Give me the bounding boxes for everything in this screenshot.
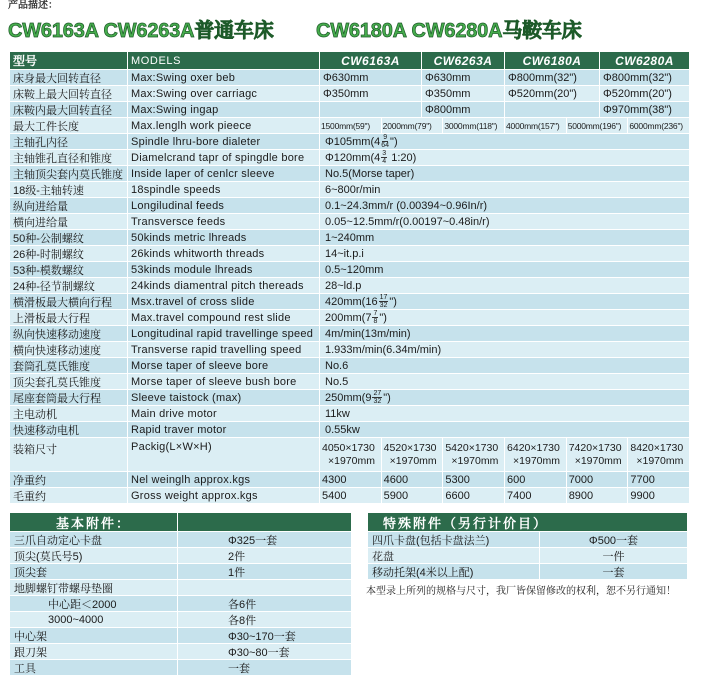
title-gap-bed-lathe: CW6180A CW6280A马鞍车床: [316, 20, 582, 42]
spec-label-cn: 18级-主轴转速: [10, 182, 128, 198]
spec-values: [320, 182, 690, 198]
model-name: CW6280A: [600, 52, 690, 70]
spec-label-cn: 53种-模数螺纹: [10, 262, 128, 278]
spec-label-en: Inside laper of cenlcr sleeve: [128, 166, 320, 182]
spec-value: [320, 134, 690, 150]
special-accessories-title: 特殊附件（另行计价目）: [368, 513, 688, 532]
spec-value: 6~800r/min: [320, 182, 690, 198]
fraction: [381, 134, 389, 149]
spec-value: 1~240mm: [320, 230, 690, 246]
spec-value: 1.933m/min(6.34m/min): [320, 342, 690, 358]
spec-row: [10, 118, 690, 134]
fraction-denominator: 32: [373, 398, 382, 405]
packing-size-line: 8420×1730: [630, 441, 684, 454]
spec-label-en: 18spindle speeds: [128, 182, 320, 198]
spec-value: [320, 390, 690, 406]
spec-label-cn: 床鞍内最大回转直径: [10, 102, 128, 118]
value-suffix: "): [379, 311, 387, 324]
spec-label-cn: 纵向快速移动速度: [10, 326, 128, 342]
fraction-denominator: 4: [382, 158, 387, 165]
variant-value: 4600: [382, 472, 444, 488]
spec-value: No.5: [320, 374, 690, 390]
disclaimer-note: 本型录上所列的规格与尺寸，我厂皆保留修改的权利，恕不另行通知！: [366, 586, 676, 597]
spec-value: 0.05~12.5mm/r(0.00197~0.48in/r): [320, 214, 690, 230]
spec-row: [10, 182, 690, 198]
packing-size-line: 6420×1730: [507, 441, 560, 454]
spec-label-cn: 快速移动电机: [10, 422, 128, 438]
basic-accessories-header: [10, 513, 352, 532]
fraction: [381, 150, 387, 165]
spec-values: [320, 422, 690, 438]
spec-label-cn: 最大工件长度: [10, 118, 128, 134]
spec-row: [10, 406, 690, 422]
packing-size-value: [628, 438, 690, 472]
spec-values: [320, 214, 690, 230]
accessory-sub-name: 3000~4000: [10, 612, 178, 628]
work-length-value: 1500mm(59"): [320, 118, 382, 134]
spec-values: [320, 326, 690, 342]
packing-size-line: 4050×1730: [322, 441, 375, 454]
variant-value: 600: [505, 472, 567, 488]
fraction-denominator: 8: [373, 318, 378, 325]
packing-size-line: 4520×1730: [383, 441, 437, 454]
spec-values: [320, 86, 690, 102]
model-header-cn: 型号: [10, 52, 128, 70]
model-value: Φ520mm(20"): [505, 86, 600, 102]
model-name: CW6263A: [422, 52, 505, 70]
accessory-row: [10, 564, 352, 580]
packing-size-line: 7420×1730: [568, 441, 622, 454]
fraction: [372, 390, 382, 405]
spec-row: [10, 214, 690, 230]
spec-label-en: Max:Swing over carriagc: [128, 86, 320, 102]
spec-header-row: [10, 52, 690, 70]
spec-label-cn: 横滑板最大横向行程: [10, 294, 128, 310]
spec-row: [10, 472, 690, 488]
spec-label-cn: 横向进给量: [10, 214, 128, 230]
spec-values: [320, 246, 690, 262]
fraction-numerator: 7: [373, 310, 378, 317]
spec-row: [10, 70, 690, 86]
variant-value: 6600: [443, 488, 505, 504]
spec-row: [10, 488, 690, 504]
special-accessories-body: [368, 532, 688, 580]
packing-size-line: 5420×1730: [445, 441, 499, 454]
spec-row: [10, 310, 690, 326]
special-accessories-header: [368, 513, 688, 532]
spec-label-en: Main drive motor: [128, 406, 320, 422]
spec-label-cn: 纵向进给量: [10, 198, 128, 214]
accessory-quantity: 2件: [178, 548, 352, 564]
packing-size-value: [567, 438, 629, 472]
accessory-quantity: 一件: [540, 548, 688, 564]
spec-values: [320, 118, 690, 134]
title-standard-lathe: CW6163A CW6263A普通车床: [8, 20, 274, 42]
model-name: CW6180A: [505, 52, 600, 70]
fraction-numerator: 17: [379, 294, 388, 301]
spec-table: [10, 52, 690, 504]
spec-row: [10, 278, 690, 294]
spec-label-cn: 主轴锥孔直径和锥度: [10, 150, 128, 166]
accessory-row: [10, 628, 352, 644]
model-value: [505, 102, 600, 118]
model-value: Φ350mm: [422, 86, 505, 102]
spec-label-cn: 床鞍上最大回转直径: [10, 86, 128, 102]
spec-row: [10, 358, 690, 374]
accessory-sub-name: 中心距＜2000: [10, 596, 178, 612]
fraction-numerator: 27: [373, 390, 382, 397]
spec-values: [320, 230, 690, 246]
spec-values: [320, 278, 690, 294]
work-length-value: 5000mm(196"): [567, 118, 629, 134]
spec-label-en: Spindle lhru-bore dialeter: [128, 134, 320, 150]
spec-value: 14~it.p.i: [320, 246, 690, 262]
variant-value: 7400: [505, 488, 567, 504]
packing-size-value: [443, 438, 505, 472]
spec-values: [320, 374, 690, 390]
spec-label-en: Sleeve taistock (max): [128, 390, 320, 406]
spec-values: [320, 342, 690, 358]
spec-label-en: Max:Swing ingap: [128, 102, 320, 118]
packing-size-value: [320, 438, 382, 472]
variant-value: 8900: [567, 488, 629, 504]
model-value: Φ630mm: [320, 70, 422, 86]
spec-row: [10, 294, 690, 310]
packing-size-line: ×1970mm: [513, 454, 560, 467]
spec-values: [320, 488, 690, 504]
variant-value: 5900: [382, 488, 444, 504]
spec-label-en: Transversce feeds: [128, 214, 320, 230]
spec-values: [320, 438, 690, 472]
spec-value: [320, 150, 690, 166]
spec-label-en: Morse taper of sleeve bush bore: [128, 374, 320, 390]
spec-row: [10, 166, 690, 182]
basic-accessories-title: 基本附件：: [10, 513, 178, 532]
spec-values: [320, 70, 690, 86]
accessory-quantity: 1件: [178, 564, 352, 580]
model-header-columns: [320, 52, 690, 70]
spec-row: [10, 422, 690, 438]
spec-value: 0.5~120mm: [320, 262, 690, 278]
accessory-row: [10, 644, 352, 660]
accessory-quantity: 各6件: [178, 596, 352, 612]
accessory-quantity: 一套: [178, 660, 352, 676]
accessory-name: 移动托架(4米以上配): [368, 564, 540, 580]
work-length-value: 4000mm(157"): [505, 118, 567, 134]
accessory-row: [10, 660, 352, 676]
spec-row: [10, 390, 690, 406]
accessory-name: 顶尖(莫氏号5): [10, 548, 178, 564]
model-value: [320, 102, 422, 118]
spec-label-en: Msx.travel of cross slide: [128, 294, 320, 310]
spec-values: [320, 310, 690, 326]
spec-row: [10, 86, 690, 102]
spec-value: [320, 294, 690, 310]
spec-values: [320, 390, 690, 406]
accessory-name: 三爪自动定心卡盘: [10, 532, 178, 548]
accessory-row: [10, 580, 352, 596]
model-value: Φ800mm(32"): [600, 70, 690, 86]
spec-row: [10, 198, 690, 214]
spec-label-en: Morse taper of sleeve bore: [128, 358, 320, 374]
work-length-value: 2000mm(79"): [382, 118, 444, 134]
spec-label-en: Longiludinal feeds: [128, 198, 320, 214]
accessory-name: 四爪卡盘(包括卡盘法兰): [368, 532, 540, 548]
value-suffix: 1:20): [388, 151, 417, 164]
spec-values: [320, 294, 690, 310]
value-prefix: 420mm(16: [325, 295, 378, 308]
spec-row: [10, 438, 690, 472]
spec-values: [320, 472, 690, 488]
packing-size-value: [505, 438, 567, 472]
spec-label-cn: 尾座套筒最大行程: [10, 390, 128, 406]
value-prefix: 200mm(7: [325, 311, 372, 324]
accessory-row: [368, 532, 688, 548]
accessory-subrow: [10, 596, 352, 612]
accessory-quantity: Φ30~170一套: [178, 628, 352, 644]
value-suffix: "): [389, 295, 397, 308]
spec-value: 0.1~24.3mm/r (0.00394~0.96In/r): [320, 198, 690, 214]
page-label: 产品描述：: [8, 0, 58, 11]
variant-value: 7700: [628, 472, 690, 488]
value-prefix: 250mm(9: [325, 391, 372, 404]
spec-values: [320, 102, 690, 118]
accessory-name: 花盘: [368, 548, 540, 564]
fraction-numerator: 9: [383, 134, 388, 141]
spec-row: [10, 134, 690, 150]
spec-value: No.6: [320, 358, 690, 374]
spec-row: [10, 262, 690, 278]
accessory-row: [10, 548, 352, 564]
spec-values: [320, 150, 690, 166]
model-value: Φ970mm(38"): [600, 102, 690, 118]
spec-label-en: Nel weinglh approx.kgs: [128, 472, 320, 488]
spec-label-en: 24kinds diamentral pitch thereads: [128, 278, 320, 294]
packing-size-value: [382, 438, 444, 472]
spec-values: [320, 198, 690, 214]
work-length-value: 6000mm(236"): [628, 118, 690, 134]
spec-label-en: Diamelcrand tapr of spingdle bore: [128, 150, 320, 166]
fraction-numerator: 3: [382, 150, 387, 157]
accessory-quantity: Φ500一套: [540, 532, 688, 548]
spec-label-en: Max:Swing oxer beb: [128, 70, 320, 86]
variant-value: 5400: [320, 488, 382, 504]
spec-label-cn: 套筒孔莫氏锥度: [10, 358, 128, 374]
fraction: [379, 294, 389, 309]
accessory-name: 中心架: [10, 628, 178, 644]
spec-label-en: Longitudinal rapid travellinge speed: [128, 326, 320, 342]
spec-row: [10, 102, 690, 118]
model-value: Φ520mm(20"): [600, 86, 690, 102]
spec-label-cn: 毛重约: [10, 488, 128, 504]
variant-value: 5300: [443, 472, 505, 488]
spec-label-cn: 主轴孔内径: [10, 134, 128, 150]
spec-row: [10, 246, 690, 262]
model-value: Φ630mm: [422, 70, 505, 86]
basic-accessories-table: [10, 513, 352, 676]
accessory-name: 工具: [10, 660, 178, 676]
value-prefix: Φ120mm(4: [325, 151, 381, 164]
spec-label-cn: 装箱尺寸: [10, 438, 128, 472]
model-name: CW6163A: [320, 52, 422, 70]
spec-row: [10, 374, 690, 390]
spec-value: 11kw: [320, 406, 690, 422]
spec-label-en: Packig(L×W×H): [128, 438, 320, 472]
spec-label-cn: 顶尖套孔莫氏锥度: [10, 374, 128, 390]
spec-label-cn: 主轴顶尖套内莫氏锥度: [10, 166, 128, 182]
spec-label-en: 53kinds module lhreads: [128, 262, 320, 278]
spec-values: [320, 262, 690, 278]
accessory-row: [10, 532, 352, 548]
packing-size-line: ×1970mm: [451, 454, 499, 467]
accessory-name: 跟刀架: [10, 644, 178, 660]
spec-values: [320, 134, 690, 150]
variant-value: 4300: [320, 472, 382, 488]
accessory-name: 顶尖套: [10, 564, 178, 580]
spec-label-en: Transverse rapid travelling speed: [128, 342, 320, 358]
fraction-denominator: 32: [379, 302, 388, 309]
spec-label-en: Rapid traver motor: [128, 422, 320, 438]
spec-label-cn: 横向快速移动速度: [10, 342, 128, 358]
work-length-value: 3000mm(118"): [443, 118, 505, 134]
accessory-name: 地脚螺钉带螺母垫圈: [10, 580, 178, 596]
model-value: Φ800mm: [422, 102, 505, 118]
accessory-quantity: [178, 580, 352, 596]
spec-label-cn: 床身最大回转直径: [10, 70, 128, 86]
special-accessories-table: [368, 513, 688, 580]
fraction: [372, 310, 378, 325]
spec-label-cn: 净重约: [10, 472, 128, 488]
spec-values: [320, 166, 690, 182]
spec-label-en: 26kinds whitworth threads: [128, 246, 320, 262]
spec-value: 4m/min(13m/min): [320, 326, 690, 342]
accessory-quantity: Φ325一套: [178, 532, 352, 548]
model-value: Φ800mm(32"): [505, 70, 600, 86]
value-suffix: "): [383, 391, 391, 404]
model-value: Φ350mm: [320, 86, 422, 102]
packing-size-line: ×1970mm: [328, 454, 375, 467]
spec-label-cn: 24种-径节制螺纹: [10, 278, 128, 294]
spec-row: [10, 342, 690, 358]
model-header-en: MODELS: [128, 52, 320, 70]
packing-size-line: ×1970mm: [389, 454, 437, 467]
spec-value: 0.55kw: [320, 422, 690, 438]
spec-label-en: Gross weight approx.kgs: [128, 488, 320, 504]
spec-label-cn: 26种-时制螺纹: [10, 246, 128, 262]
packing-size-line: ×1970mm: [636, 454, 684, 467]
accessory-subrow: [10, 612, 352, 628]
value-suffix: "): [390, 135, 398, 148]
spec-label-cn: 上滑板最大行程: [10, 310, 128, 326]
spec-label-en: Max.lenglh work pieece: [128, 118, 320, 134]
spec-values: [320, 358, 690, 374]
spec-row: [10, 326, 690, 342]
spec-table-body: [10, 70, 690, 504]
value-prefix: Φ105mm(4: [325, 135, 381, 148]
accessory-quantity: 一套: [540, 564, 688, 580]
spec-label-cn: 主电动机: [10, 406, 128, 422]
basic-accessories-header-blank: [178, 513, 352, 532]
fraction-denominator: 64: [381, 142, 390, 149]
spec-row: [10, 150, 690, 166]
variant-value: 7000: [567, 472, 629, 488]
variant-value: 9900: [628, 488, 690, 504]
accessory-row: [368, 548, 688, 564]
spec-value: 28~ld.p: [320, 278, 690, 294]
accessory-quantity: 各8件: [178, 612, 352, 628]
spec-label-en: 50kinds metric lhreads: [128, 230, 320, 246]
spec-label-en: Max.travel compound rest slide: [128, 310, 320, 326]
spec-value: No.5(Morse taper): [320, 166, 690, 182]
spec-row: [10, 230, 690, 246]
basic-accessories-body: [10, 532, 352, 676]
packing-size-line: ×1970mm: [574, 454, 622, 467]
accessory-row: [368, 564, 688, 580]
spec-value: [320, 310, 690, 326]
accessory-quantity: Φ30~80一套: [178, 644, 352, 660]
spec-label-cn: 50种-公制螺纹: [10, 230, 128, 246]
spec-values: [320, 406, 690, 422]
